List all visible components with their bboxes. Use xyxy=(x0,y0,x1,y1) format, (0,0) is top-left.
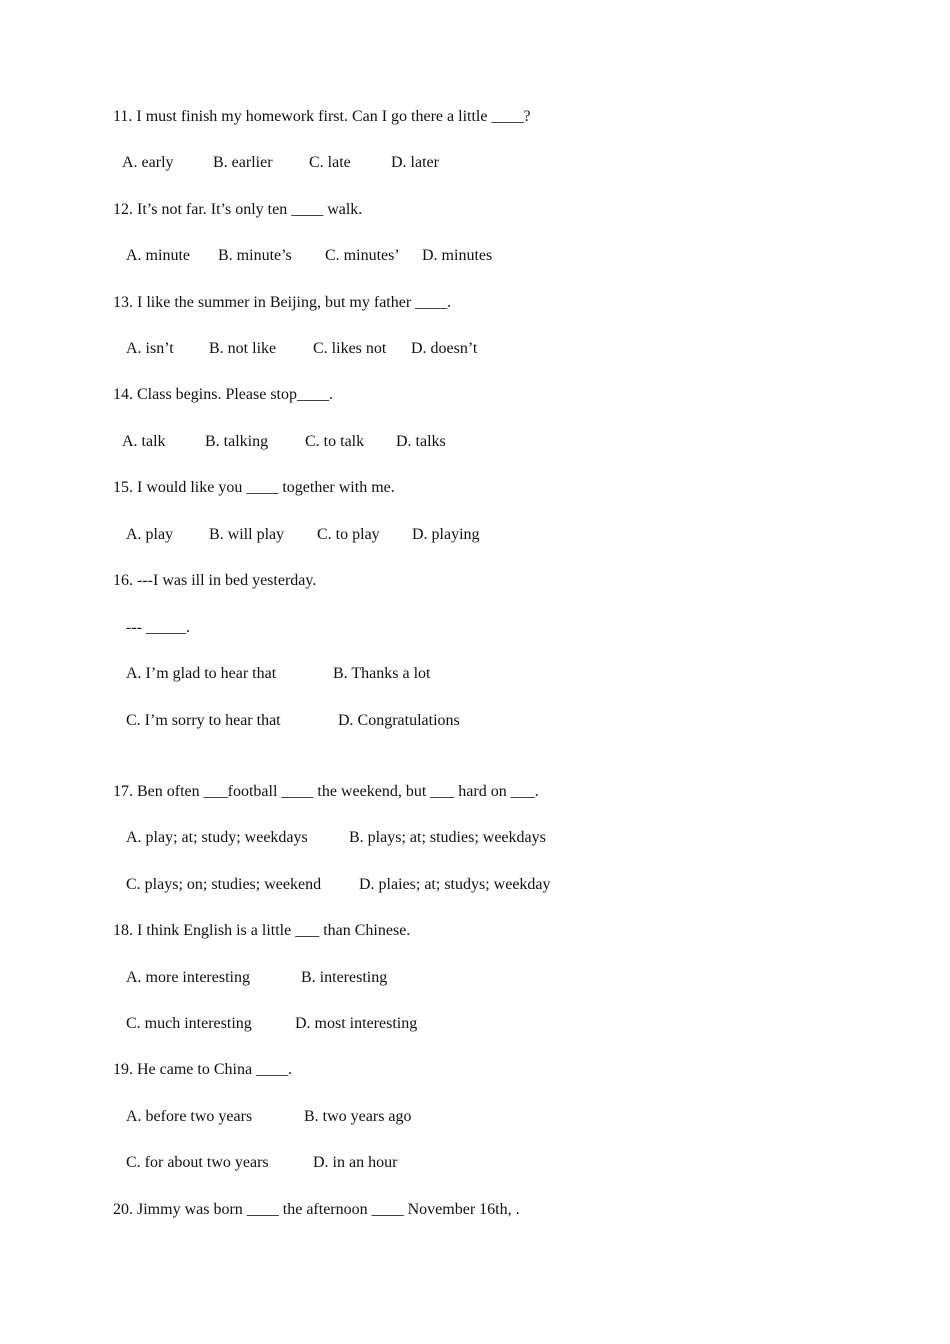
question-18-option-d: D. most interesting xyxy=(295,1015,418,1032)
question-12-option-c: C. minutes’ xyxy=(325,247,400,264)
question-20-stem: 20. Jimmy was born ____ the afternoon ____ November 16th, . xyxy=(113,1201,520,1218)
question-11-option-a: A. early xyxy=(122,154,174,171)
question-16-option-b: B. Thanks a lot xyxy=(333,665,431,682)
question-17-option-d: D. plaies; at; studys; weekday xyxy=(359,876,551,893)
question-19-option-c: C. for about two years xyxy=(126,1154,269,1171)
question-18-option-c: C. much interesting xyxy=(126,1015,252,1032)
question-19-option-b: B. two years ago xyxy=(304,1108,412,1125)
question-15-option-d: D. playing xyxy=(412,526,480,543)
question-18-option-b: B. interesting xyxy=(301,969,388,986)
question-12-option-a: A. minute xyxy=(126,247,190,264)
question-11-stem: 11. I must finish my homework first. Can I go there a little ____? xyxy=(113,108,531,125)
question-19-stem: 19. He came to China ____. xyxy=(113,1061,293,1078)
question-14-option-c: C. to talk xyxy=(305,433,365,450)
question-15-option-b: B. will play xyxy=(209,526,285,543)
question-13-stem: 13. I like the summer in Beijing, but my father ____. xyxy=(113,294,452,311)
question-15-option-a: A. play xyxy=(126,526,174,543)
question-16-option-a: A. I’m glad to hear that xyxy=(126,665,277,682)
question-13-option-d: D. doesn’t xyxy=(411,340,478,357)
question-13-option-c: C. likes not xyxy=(313,340,387,357)
question-16-stem: 16. ---I was ill in bed yesterday. xyxy=(113,572,317,589)
question-14-option-a: A. talk xyxy=(122,433,166,450)
question-19-option-d: D. in an hour xyxy=(313,1154,398,1171)
question-14-option-b: B. talking xyxy=(205,433,269,450)
question-14-option-d: D. talks xyxy=(396,433,446,450)
question-16-option-d: D. Congratulations xyxy=(338,712,460,729)
question-17-option-b: B. plays; at; studies; weekdays xyxy=(349,829,546,846)
question-12-option-b: B. minute’s xyxy=(218,247,292,264)
question-17-stem: 17. Ben often ___football ____ the weekend, but ___ hard on ___. xyxy=(113,783,539,800)
question-14-stem: 14. Class begins. Please stop____. xyxy=(113,386,333,403)
question-15-option-c: C. to play xyxy=(317,526,380,543)
question-16-response-blank: --- _____. xyxy=(126,619,190,636)
question-11-option-b: B. earlier xyxy=(213,154,273,171)
question-17-option-c: C. plays; on; studies; weekend xyxy=(126,876,322,893)
question-17-option-a: A. play; at; study; weekdays xyxy=(126,829,308,846)
question-13-option-b: B. not like xyxy=(209,340,277,357)
question-12-stem: 12. It’s not far. It’s only ten ____ walk. xyxy=(113,201,363,218)
question-12-option-d: D. minutes xyxy=(422,247,493,264)
question-11-option-d: D. later xyxy=(391,154,439,171)
question-18-stem: 18. I think English is a little ___ than Chinese. xyxy=(113,922,411,939)
question-18-option-a: A. more interesting xyxy=(126,969,250,986)
question-11-option-c: C. late xyxy=(309,154,351,171)
question-19-option-a: A. before two years xyxy=(126,1108,253,1125)
question-13-option-a: A. isn’t xyxy=(126,340,174,357)
question-15-stem: 15. I would like you ____ together with me. xyxy=(113,479,395,496)
question-16-option-c: C. I’m sorry to hear that xyxy=(126,712,281,729)
